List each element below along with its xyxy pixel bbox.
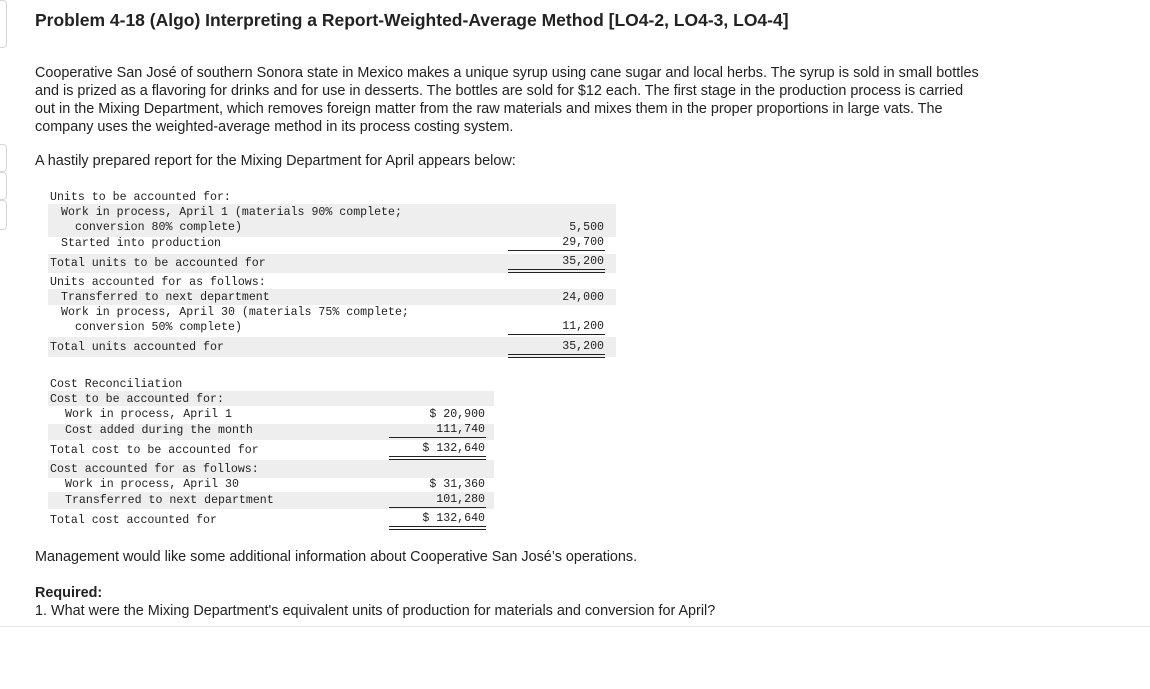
cost-total-to-account-value: $ 132,640 bbox=[422, 442, 485, 455]
cost-wip-april30-value: $ 31,360 bbox=[429, 478, 485, 491]
double-underline bbox=[389, 526, 486, 530]
cost-transferred-value: 101,280 bbox=[436, 493, 485, 506]
left-edge-tab bbox=[0, 172, 7, 200]
cost-total-accounted-value: $ 132,640 bbox=[422, 512, 485, 525]
cost-accounted-heading: Cost accounted for as follows: bbox=[50, 463, 259, 476]
units-heading: Units to be accounted for: bbox=[50, 191, 231, 204]
underline bbox=[508, 334, 605, 335]
wip-april30-units: 11,200 bbox=[562, 320, 604, 333]
underline bbox=[389, 437, 486, 438]
total-to-account-label: Total units to be accounted for bbox=[50, 257, 266, 270]
units-accounted-heading: Units accounted for as follows: bbox=[50, 276, 266, 289]
cost-added-label: Cost added during the month bbox=[65, 424, 253, 437]
underline bbox=[389, 507, 486, 508]
total-accounted-units: 35,200 bbox=[562, 340, 604, 353]
report-intro: A hastily prepared report for the Mixing Department for April appears below: bbox=[35, 153, 516, 169]
underline bbox=[508, 250, 605, 251]
transferred-units: 24,000 bbox=[562, 291, 604, 304]
left-edge-tab bbox=[0, 0, 7, 48]
left-edge-tab bbox=[0, 200, 7, 230]
transferred-label: Transferred to next department bbox=[61, 291, 270, 304]
total-accounted-label: Total units accounted for bbox=[50, 341, 224, 354]
required-heading: Required: bbox=[35, 585, 103, 601]
management-note: Management would like some additional information about Cooperative San José’s operations. bbox=[35, 549, 638, 565]
double-underline bbox=[508, 354, 605, 358]
cost-total-accounted-label: Total cost accounted for bbox=[50, 514, 217, 527]
double-underline bbox=[389, 456, 486, 460]
cost-total-to-account-label: Total cost to be accounted for bbox=[50, 444, 259, 457]
wip-april1-line1: Work in process, April 1 (materials 90% complete; bbox=[61, 206, 402, 219]
divider bbox=[0, 626, 1150, 627]
cost-wip-april1-value: $ 20,900 bbox=[429, 408, 485, 421]
started-label: Started into production bbox=[61, 237, 222, 250]
started-units: 29,700 bbox=[562, 236, 604, 249]
wip-april30-line1: Work in process, April 30 (materials 75% complete; bbox=[61, 306, 409, 319]
cost-wip-april30-label: Work in process, April 30 bbox=[65, 478, 239, 491]
wip-april1-units: 5,500 bbox=[569, 221, 604, 234]
left-edge-tab bbox=[0, 144, 7, 172]
problem-description: Cooperative San José of southern Sonora state in Mexico makes a unique syrup using cane sugar and local herbs. The syrup is sold in small bottles and is prized as a flavoring for drinks and for use in desserts. The bottles are sold for $12 each. The first stage in the production process is carried out in the Mixing Department, which removes foreign matter from the raw materials and mixes them in the proper proportions in large vats. The company uses the weighted-average method in its process costing system. bbox=[35, 65, 979, 135]
total-to-account-units: 35,200 bbox=[562, 255, 604, 268]
cost-wip-april1-label: Work in process, April 1 bbox=[65, 408, 232, 421]
double-underline bbox=[508, 269, 605, 273]
cost-to-account-heading: Cost to be accounted for: bbox=[50, 393, 224, 406]
cost-report bbox=[0, 351, 1150, 689]
wip-april30-line2: conversion 50% complete) bbox=[75, 321, 242, 334]
cost-transferred-label: Transferred to next department bbox=[65, 494, 274, 507]
wip-april1-line2: conversion 80% complete) bbox=[75, 221, 242, 234]
cost-added-value: 111,740 bbox=[436, 423, 485, 436]
required-question-1: 1. What were the Mixing Department's equivalent units of production for materials and conversion for April? bbox=[35, 603, 716, 619]
cost-reconciliation-heading: Cost Reconciliation bbox=[50, 378, 183, 391]
problem-title: Problem 4-18 (Algo) Interpreting a Report-Weighted-Average Method [LO4-2, LO4-3, LO4-4] bbox=[35, 10, 789, 30]
